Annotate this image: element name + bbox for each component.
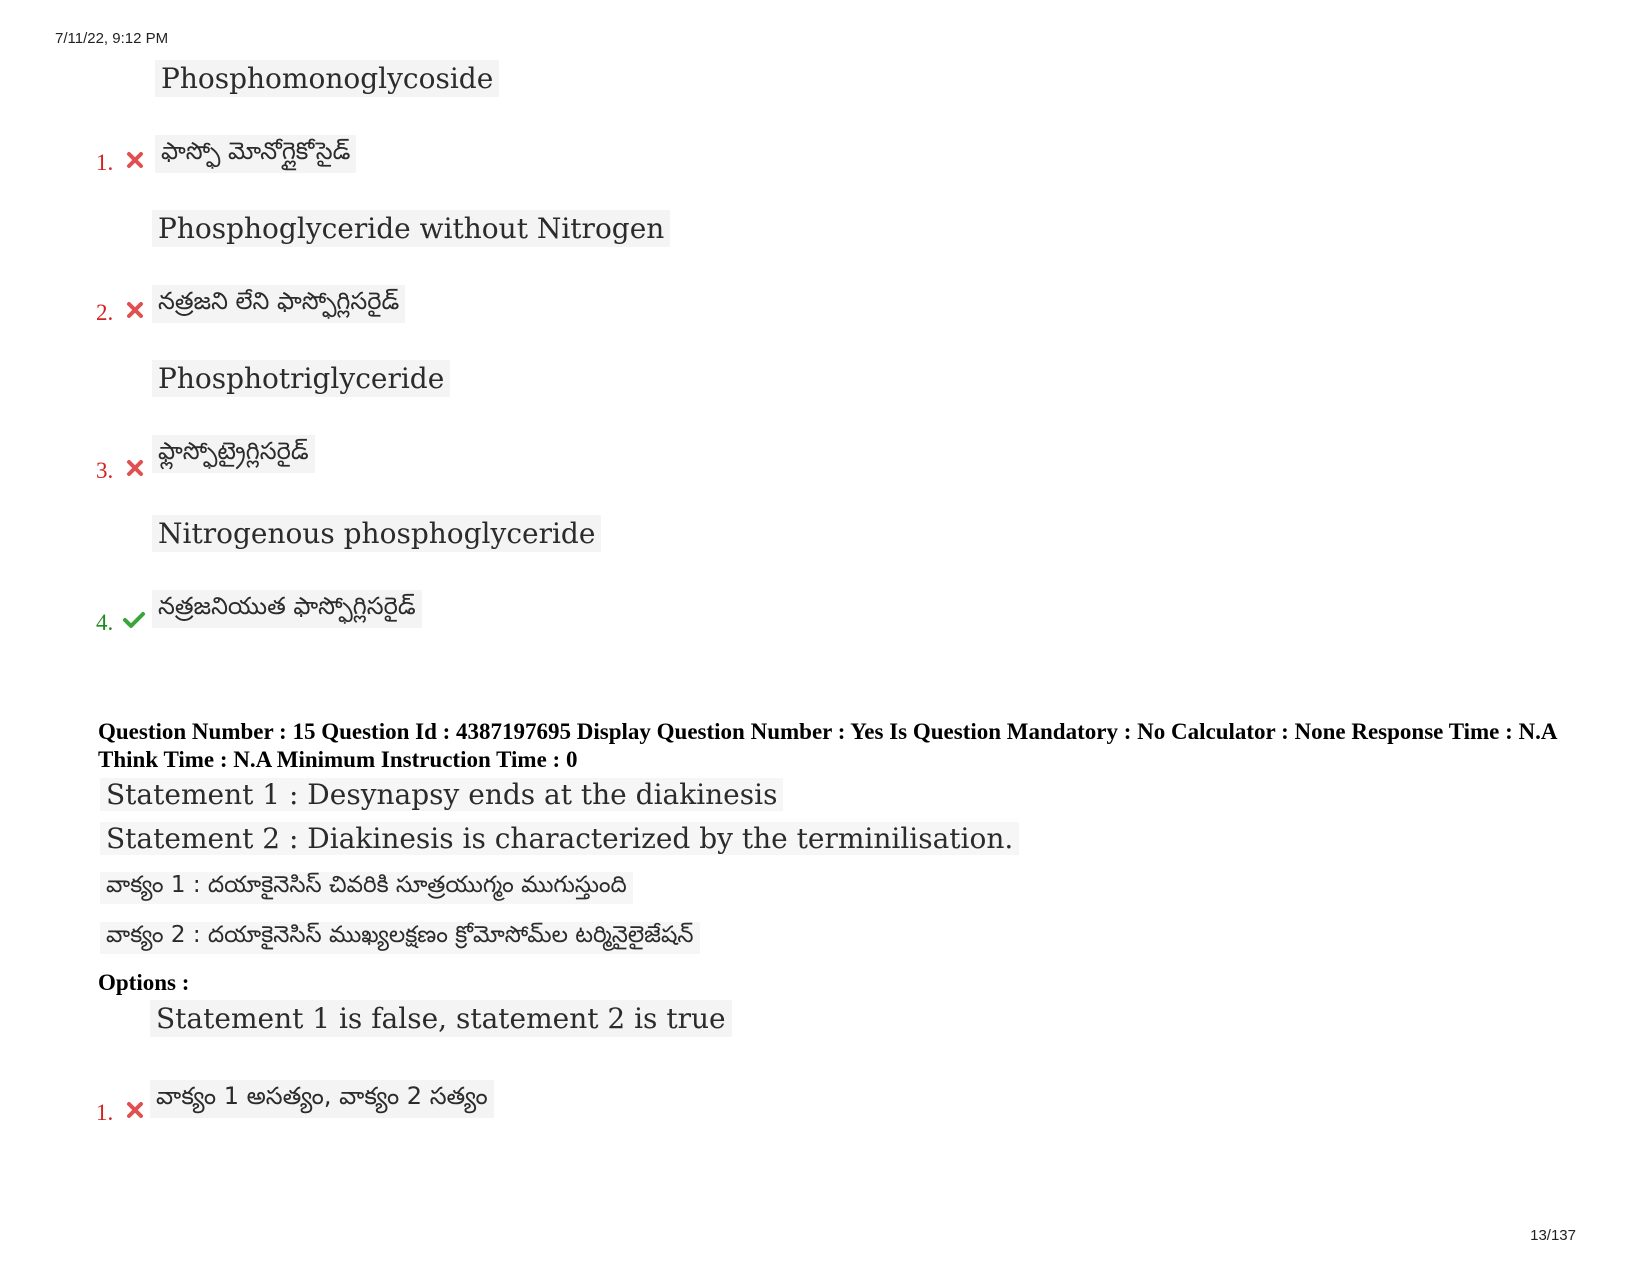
statement-1-english: Statement 1 : Desynapsy ends at the diakinesis bbox=[100, 778, 783, 811]
page-number: 13/137 bbox=[1530, 1227, 1576, 1244]
option-2-number: 2. bbox=[96, 300, 114, 325]
q15-option-1-number: 1. bbox=[96, 1100, 114, 1125]
option-3-english: Phosphotriglyceride bbox=[152, 360, 450, 397]
statement-1-telugu: వాక్యం 1 : దయాకైనెసిస్ చివరికి సూత్రయుగ్మం ముగుస్తుంది bbox=[100, 872, 633, 904]
wrong-cross-icon bbox=[125, 150, 145, 170]
wrong-cross-icon bbox=[125, 1100, 145, 1120]
option-2-telugu: నత్రజని లేని ఫాస్ఫోగ్లిసరైడ్ bbox=[152, 285, 405, 323]
option-4-number: 4. bbox=[96, 610, 114, 635]
option-1-telugu: ఫాస్ఫో మోనోగ్లైకోసైడ్ bbox=[155, 135, 356, 173]
option-2-english: Phosphoglyceride without Nitrogen bbox=[152, 210, 670, 247]
statement-2-english: Statement 2 : Diakinesis is characterized by the terminilisation. bbox=[100, 822, 1019, 855]
option-4-english: Nitrogenous phosphoglyceride bbox=[152, 515, 601, 552]
option-3-number: 3. bbox=[96, 458, 114, 483]
correct-check-icon bbox=[122, 610, 146, 630]
option-4-telugu: నత్రజనియుత ఫాస్ఫోగ్లిసరైడ్ bbox=[152, 590, 422, 628]
wrong-cross-icon bbox=[125, 300, 145, 320]
options-label: Options : bbox=[98, 970, 190, 995]
question-meta: Question Number : 15 Question Id : 4387197695 Display Question Number : Yes Is Question Mandatory : No Calculator : None Response Time : N.A Think Time : N.A Minimum Instruction Time : 0 bbox=[98, 719, 1557, 772]
q15-option-1-english: Statement 1 is false, statement 2 is true bbox=[150, 1000, 732, 1037]
option-1-english: Phosphomonoglycoside bbox=[155, 60, 499, 97]
q15-option-1-telugu: వాక్యం 1 అసత్యం, వాక్యం 2 సత్యం bbox=[150, 1080, 494, 1118]
option-3-telugu: ఫ్లాస్ఫోట్రైగ్లిసరైడ్ bbox=[152, 435, 315, 473]
option-1-number: 1. bbox=[96, 150, 114, 175]
print-timestamp: 7/11/22, 9:12 PM bbox=[55, 30, 169, 47]
statement-2-telugu: వాక్యం 2 : దయాకైనెసిస్ ముఖ్యలక్షణం క్రోమోసోమ్‌ల టర్మినైలైజేషన్ bbox=[100, 922, 700, 954]
wrong-cross-icon bbox=[125, 458, 145, 478]
